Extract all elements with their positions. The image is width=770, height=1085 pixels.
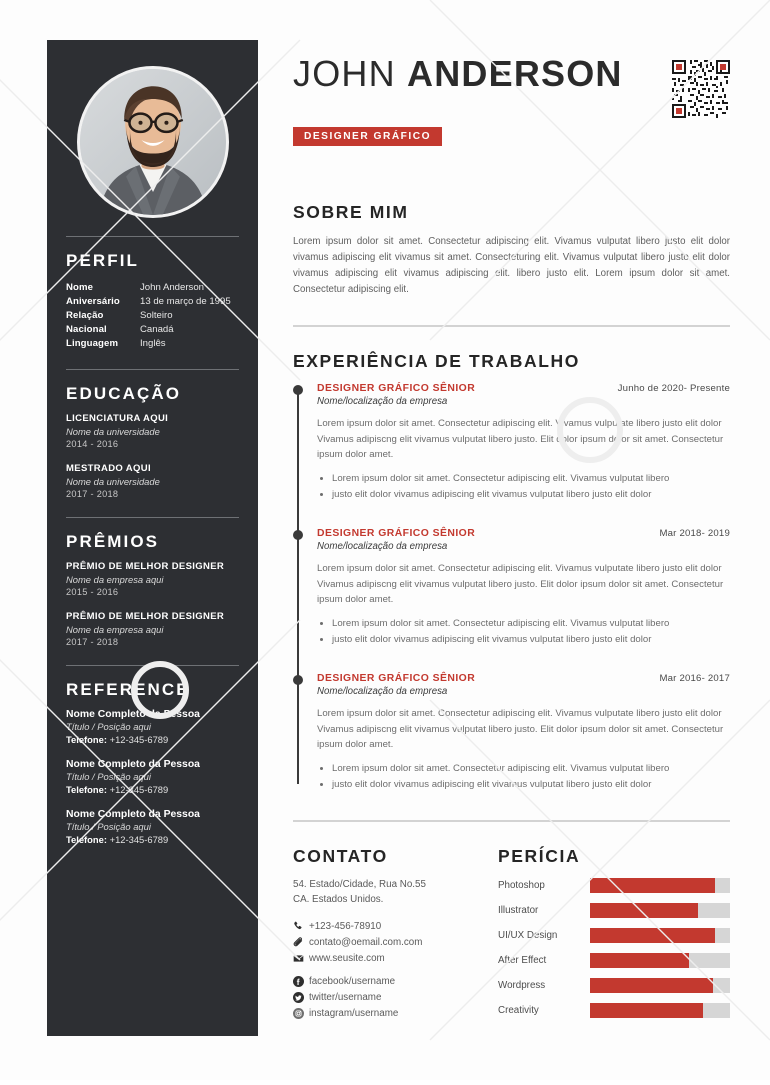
about-text: Lorem ipsum dolor sit amet. Consectetur adipiscing elit. Vivamus vulputat libero justo elit dolor vivamus adipiscing elit vivamus sit amet. Consecteturing elit. Vivamus vulputat libero justo elit dolor vivamus adipiscing elit vivamus adipiscing elit. libero justo elit. Lorem ipsum dolor sit amet. Consectetur adipiscing elit. <box>293 236 730 295</box>
education-dates: 2017 - 2018 <box>66 488 119 499</box>
sidebar-divider-3 <box>66 517 239 518</box>
perfil-key: Relação <box>66 309 104 321</box>
skill-row <box>498 1003 730 1018</box>
reference-role: Título / Posição aqui <box>66 770 151 782</box>
reference-role: Título / Posição aqui <box>66 820 151 832</box>
twitter-icon <box>293 992 309 1003</box>
contact-website-row[interactable] <box>293 953 472 964</box>
award-org: Nome da empresa aqui <box>66 623 164 635</box>
twitter-handle: twitter/username <box>309 992 382 1004</box>
perfil-row <box>66 280 239 294</box>
contact-phone: +123-456-78910 <box>309 921 382 933</box>
experience-bullet: • justo elit dolor vivamus adipiscing elit vivamus vulputat libero justo elit dolor <box>332 632 730 647</box>
reference-phone-label: Telefone: <box>66 783 107 795</box>
education-degree: MESTRADO AQUI <box>66 462 151 474</box>
sidebar-section-reference <box>47 680 258 845</box>
experience-dates: Mar 2018- 2019 <box>659 528 730 540</box>
experience-header <box>317 673 730 684</box>
experience-text: Lorem ipsum dolor sit amet. Consectetur adipiscing elit. Vivamus vulputate libero justo elit dolor Vivamus adipiscng elit vivamus vulputat libero justo. Elit dolor ipsum dolor sit amet. Consectetur ipsum dolor amet. <box>317 563 724 606</box>
reference-phone-row <box>66 834 239 845</box>
social-instagram-row[interactable] <box>293 1008 472 1019</box>
reference-name: Nome Completo da Pessoa <box>66 808 200 820</box>
award-item <box>66 561 239 597</box>
experience-role: DESIGNER GRÁFICO SÊNIOR <box>317 528 476 540</box>
envelope-icon <box>293 953 309 964</box>
reference-phone-label: Telefone: <box>66 833 107 845</box>
skill-name: Wordpress <box>498 980 546 992</box>
reference-phone: +12-345-6789 <box>109 783 169 795</box>
section-experience <box>293 351 730 792</box>
skill-fill <box>590 903 698 918</box>
experience-bullet: • Lorem ipsum dolor sit amet. Consectetur adipiscing elit. Vivamus vulputat libero <box>332 616 730 631</box>
skill-fill <box>590 953 689 968</box>
skill-fill <box>590 878 715 893</box>
skill-track <box>590 878 730 893</box>
perfil-row <box>66 308 239 322</box>
contact-email-row[interactable] <box>293 937 472 948</box>
skill-name: Creativity <box>498 1005 539 1017</box>
experience-text: Lorem ipsum dolor sit amet. Consectetur adipiscing elit. Vivamus vulputate libero justo elit dolor Vivamus adipiscng elit vivamus vulputat libero justo. Elit dolor ipsum dolor sit amet. Consectetur ipsum dolor amet. <box>317 418 724 461</box>
skill-track <box>590 953 730 968</box>
instagram-icon <box>293 1008 309 1019</box>
experience-dates: Mar 2016- 2017 <box>659 673 730 685</box>
contact-phone-row[interactable] <box>293 921 472 932</box>
reference-name: Nome Completo da Pessoa <box>66 708 200 720</box>
sidebar-section-premios <box>47 532 258 647</box>
skill-row <box>498 928 730 943</box>
experience-heading: EXPERIÊNCIA DE TRABALHO <box>293 351 581 372</box>
experience-item <box>293 383 730 502</box>
skill-name: After Effect <box>498 955 547 967</box>
experience-company: Nome/localização da empresa <box>317 396 448 408</box>
reference-item <box>66 809 239 845</box>
skill-row <box>498 953 730 968</box>
experience-bullets <box>317 616 730 647</box>
skill-name: Photoshop <box>498 880 545 892</box>
instagram-handle: instagram/username <box>309 1008 399 1020</box>
reference-item <box>66 709 239 745</box>
skill-row <box>498 903 730 918</box>
sidebar-divider-2 <box>66 369 239 370</box>
timeline-dot-icon <box>293 675 303 685</box>
reference-heading: REFERENCE <box>66 679 190 699</box>
last-name: ANDERSON <box>407 53 623 94</box>
contact-address <box>293 878 472 907</box>
divider-top <box>293 325 730 327</box>
experience-bullets <box>317 761 730 792</box>
experience-role: DESIGNER GRÁFICO SÊNIOR <box>317 383 476 395</box>
timeline-dot-icon <box>293 530 303 540</box>
skills-list <box>498 878 730 1018</box>
educacao-heading: EDUCAÇÃO <box>66 383 182 403</box>
reference-phone-row <box>66 734 239 745</box>
sidebar-divider-1 <box>66 236 239 237</box>
paperclip-icon <box>293 937 309 948</box>
education-school: Nome da universidade <box>66 475 160 487</box>
skill-fill <box>590 978 713 993</box>
reference-item <box>66 759 239 795</box>
experience-header <box>317 528 730 539</box>
experience-company: Nome/localização da empresa <box>317 686 448 698</box>
experience-item <box>293 528 730 647</box>
experience-role: DESIGNER GRÁFICO SÊNIOR <box>317 673 476 685</box>
experience-dates: Junho de 2020- Presente <box>617 383 730 395</box>
perfil-key: Aniversário <box>66 295 120 307</box>
perfil-key: Nacional <box>66 324 107 336</box>
reference-phone-label: Telefone: <box>66 733 107 745</box>
experience-text: Lorem ipsum dolor sit amet. Consectetur adipiscing elit. Vivamus vulputate libero justo elit dolor Vivamus adipiscng elit vivamus vulputat libero justo. Elit dolor ipsum dolor sit amet. Consectetur ipsum dolor amet. <box>317 708 724 751</box>
award-title: PRÊMIO DE MELHOR DESIGNER <box>66 560 225 572</box>
education-item <box>66 463 239 499</box>
sidebar-section-educacao <box>47 384 258 499</box>
perfil-row <box>66 323 239 337</box>
main-content <box>293 0 730 1080</box>
section-skills <box>498 846 730 1028</box>
experience-header <box>317 383 730 394</box>
education-item <box>66 413 239 449</box>
education-dates: 2014 - 2016 <box>66 438 119 449</box>
award-org: Nome da empresa aqui <box>66 573 164 585</box>
education-degree: LICENCIATURA AQUI <box>66 412 169 424</box>
facebook-handle: facebook/username <box>309 976 396 988</box>
reference-phone: +12-345-6789 <box>109 733 169 745</box>
experience-bullet: • justo elit dolor vivamus adipiscing elit vivamus vulputat libero justo elit dolor <box>332 777 730 792</box>
social-facebook-row[interactable] <box>293 976 472 987</box>
perfil-key: Linguagem <box>66 338 119 350</box>
first-name: JOHN <box>293 53 396 94</box>
skills-heading: PERÍCIA <box>498 846 581 867</box>
contact-website: www.seusite.com <box>309 953 385 965</box>
skill-name: Illustrator <box>498 905 539 917</box>
sidebar-divider-4 <box>66 665 239 666</box>
experience-company: Nome/localização da empresa <box>317 541 448 553</box>
experience-timeline <box>293 383 730 792</box>
avatar <box>77 66 229 218</box>
skill-row <box>498 878 730 893</box>
perfil-value: John Anderson <box>140 281 205 293</box>
qr-code-icon <box>672 60 730 118</box>
facebook-icon <box>293 976 309 987</box>
perfil-row <box>66 294 239 308</box>
address-line-2: CA. Estados Unidos. <box>293 893 384 905</box>
skill-fill <box>590 928 715 943</box>
perfil-value: Canadá <box>140 324 174 336</box>
contact-heading: CONTATO <box>293 846 388 867</box>
reference-phone-row <box>66 784 239 795</box>
perfil-table <box>66 280 239 351</box>
perfil-key: Nome <box>66 281 94 293</box>
reference-phone: +12-345-6789 <box>109 833 169 845</box>
sidebar-section-perfil <box>47 251 258 351</box>
divider-bottom <box>293 820 730 822</box>
skill-track <box>590 1003 730 1018</box>
timeline-dot-icon <box>293 385 303 395</box>
perfil-value: Solteiro <box>140 309 173 321</box>
avatar-wrapper <box>47 66 258 218</box>
job-title-badge: DESIGNER GRÁFICO <box>293 127 442 146</box>
phone-icon <box>293 921 309 932</box>
award-item <box>66 611 239 647</box>
experience-bullet: • Lorem ipsum dolor sit amet. Consectetur adipiscing elit. Vivamus vulputat libero <box>332 761 730 776</box>
skill-track <box>590 928 730 943</box>
page-title <box>293 53 730 94</box>
experience-bullets <box>317 471 730 502</box>
skill-name: UI/UX Design <box>498 930 558 942</box>
reference-role: Título / Posição aqui <box>66 720 151 732</box>
premios-heading: PRÊMIOS <box>66 531 160 551</box>
section-about <box>293 202 730 297</box>
perfil-value: Inglês <box>140 338 166 350</box>
sidebar <box>47 40 258 1036</box>
reference-name: Nome Completo da Pessoa <box>66 758 200 770</box>
bottom-columns <box>293 846 730 1028</box>
perfil-value: 13 de março de 1995 <box>140 295 231 307</box>
address-line-1: 54. Estado/Cidade, Rua No.55 <box>293 879 426 891</box>
perfil-row <box>66 337 239 351</box>
award-title: PRÊMIO DE MELHOR DESIGNER <box>66 610 225 622</box>
experience-bullet: • Lorem ipsum dolor sit amet. Consectetur adipiscing elit. Vivamus vulputat libero <box>332 471 730 486</box>
section-contact <box>293 846 472 1028</box>
skill-fill <box>590 1003 703 1018</box>
award-dates: 2015 - 2016 <box>66 586 119 597</box>
award-dates: 2017 - 2018 <box>66 636 119 647</box>
contact-email: contato@oemail.com.com <box>309 937 423 949</box>
perfil-heading: PERFIL <box>66 251 140 270</box>
experience-bullet: • justo elit dolor vivamus adipiscing elit vivamus vulputat libero justo elit dolor <box>332 487 730 502</box>
skill-track <box>590 903 730 918</box>
social-links <box>293 976 472 1019</box>
education-school: Nome da universidade <box>66 425 160 437</box>
about-heading: SOBRE MIM <box>293 202 409 223</box>
skill-row <box>498 978 730 993</box>
experience-item <box>293 673 730 792</box>
social-twitter-row[interactable] <box>293 992 472 1003</box>
skill-track <box>590 978 730 993</box>
